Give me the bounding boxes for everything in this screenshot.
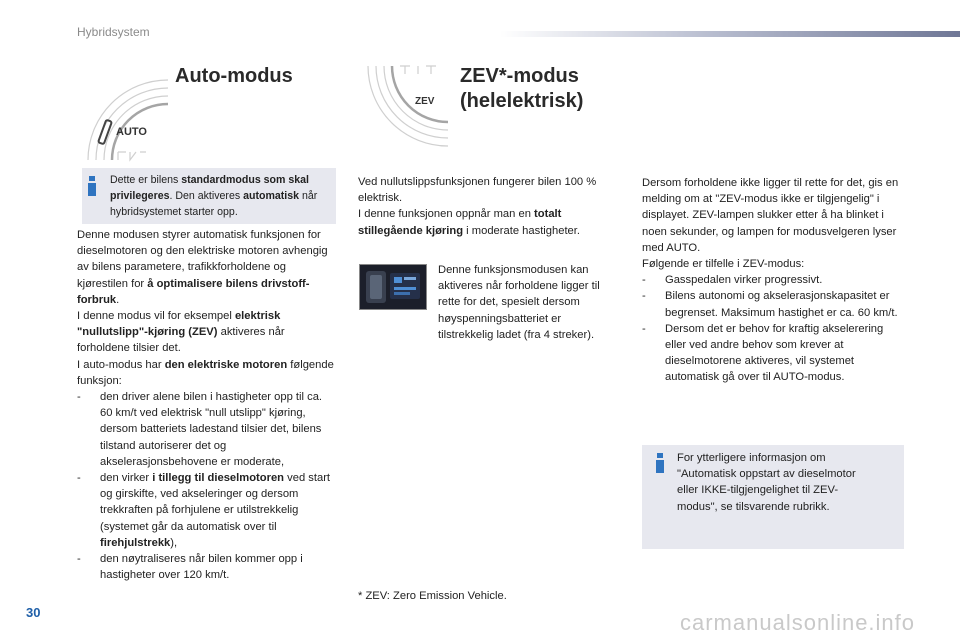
text-run: den driver alene bilen i hastigheter opp til ca. 60 km/t ved elektrisk "null utslipp" kjøring, dersom batteriets ladestand tilsier det, bilens tilstand autoriserer det og akselerasjonsbehovene er moderate, xyxy=(100,391,323,468)
text-run: Ved nullutslippsfunksjonen fungerer bilen 100 % elektrisk. xyxy=(358,176,597,205)
text-run: den nøytraliseres når bilen kommer opp i hastigheter over 120 km/t. xyxy=(100,553,303,582)
bold-text: firehjulstrekk xyxy=(100,536,171,549)
list-item xyxy=(642,272,904,288)
text-run: Dersom det er behov for kraftig akselerering eller ved andre behov som krever at dieselmotorene aktiveres, vil systemet automatisk gå over til AUTO-modus. xyxy=(665,322,884,384)
zev-mode-title-line1: ZEV*-modus xyxy=(460,65,579,87)
section-header: Hybridsystem xyxy=(77,25,150,39)
list-dash: - xyxy=(77,553,81,566)
list-item xyxy=(642,288,904,320)
zev-gauge-label: ZEV xyxy=(415,96,435,107)
zev-footnote: * ZEV: Zero Emission Vehicle. xyxy=(358,590,507,602)
text-run: . Den aktiveres xyxy=(169,190,244,202)
header-bar xyxy=(500,31,960,37)
auto-info-box xyxy=(82,168,336,224)
paragraph xyxy=(642,256,904,272)
zev-display-thumbnail xyxy=(359,264,427,310)
text-run: I denne modus vil for eksempel xyxy=(77,310,235,323)
paragraph xyxy=(77,227,337,308)
text-run: Bilens autonomi og akselerasjonskapasitet er begrenset. Maksimum hastighet er ca. 60 km/t. xyxy=(665,290,898,319)
list-dash: - xyxy=(642,322,646,335)
auto-gauge-illustration xyxy=(78,64,188,164)
auto-info-text xyxy=(110,172,330,220)
info-icon xyxy=(88,176,96,196)
bold-text: standardmodus som skal privilegeres xyxy=(110,174,310,202)
list-dash: - xyxy=(77,472,81,485)
text-run: ved start og girskifte, ved akseleringer og dersom trekkraften på forhjulene er utilstrekkelig (systemet går da automatisk over til xyxy=(100,472,331,533)
auto-mode-title: Auto-modus xyxy=(175,65,293,87)
info-icon xyxy=(656,453,664,473)
list-dash: - xyxy=(642,290,646,303)
text-run: Gasspedalen virker progressivt. xyxy=(665,274,823,287)
zev-mode-title xyxy=(460,64,583,114)
list-dash: - xyxy=(642,274,646,287)
zev-info-text: For ytterligere informasjon om "Automatisk oppstart av dieselmotor eller IKKE-tilgjengelighet til ZEV-modus", se tilsvarende rubrikk. xyxy=(677,452,856,513)
text-run: Denne modusen styrer automatisk funksjonen for dieselmotoren og den elektriske motoren avhengig av bilens parametere, trafikkforholdene og kjørestilen for xyxy=(77,229,328,290)
bold-text: den elektriske motoren xyxy=(164,358,288,371)
zev-intro-text xyxy=(358,174,610,239)
zev-mode-title-line2: (helelektrisk) xyxy=(460,90,584,112)
list-item xyxy=(77,389,337,470)
zev-side-text: Denne funksjonsmodusen kan aktiveres når forholdene ligger til rette for det, spesielt dersom høyspenningsbatteriet er tilstrekkelig ladet (fra 4 streker). xyxy=(438,264,600,341)
list-item xyxy=(77,551,337,583)
text-run: Dersom forholdene ikke ligger til rette for det, gis en melding om at "ZEV-modus ikke er tilgjengelig" i displayet. ZEV-lampen slukker etter å ha blinket i noen sekunder, og lampen for modusvelgeren lyser med AUTO. xyxy=(642,177,899,254)
zev-display-image xyxy=(360,265,426,309)
paragraph xyxy=(77,308,337,357)
list-dash: - xyxy=(77,391,81,404)
text-run: Følgende er tilfelle i ZEV-modus: xyxy=(642,258,805,271)
text-run: I denne funksjonen oppnår man en xyxy=(358,208,535,221)
bold-text: elektrisk "nullutslipp"-kjøring (ZEV) xyxy=(77,310,281,339)
text-run: når hybridsystemet starter opp. xyxy=(110,190,318,218)
list-item xyxy=(642,321,904,386)
text-run: aktiveres når forholdene tilsier det. xyxy=(77,326,285,355)
list-item xyxy=(77,470,337,551)
paragraph xyxy=(77,357,337,389)
text-run: i moderate hastigheter. xyxy=(463,224,580,237)
text-run: ), xyxy=(170,536,178,549)
paragraph xyxy=(642,175,904,256)
bold-text: automatisk xyxy=(243,190,300,202)
zev-gauge-illustration xyxy=(360,60,460,155)
watermark: carmanualsonline.info xyxy=(680,610,916,635)
page-number: 30 xyxy=(26,605,41,620)
bold-text: å optimalisere bilens drivstoff-forbruk xyxy=(77,277,310,306)
auto-gauge-label: AUTO xyxy=(116,126,147,138)
bold-text: i tillegg til dieselmotoren xyxy=(152,472,285,485)
text-run: følgende funksjon: xyxy=(77,358,334,387)
bold-text: totalt stillegående kjøring xyxy=(358,208,562,237)
auto-mode-body xyxy=(77,227,337,583)
text-run: den virker xyxy=(100,472,153,485)
text-run: I auto-modus har xyxy=(77,358,165,371)
zev-conditions-body xyxy=(642,175,904,386)
zev-info-box xyxy=(642,445,904,549)
text-run: . xyxy=(116,293,120,306)
text-run: Dette er bilens xyxy=(110,174,182,186)
